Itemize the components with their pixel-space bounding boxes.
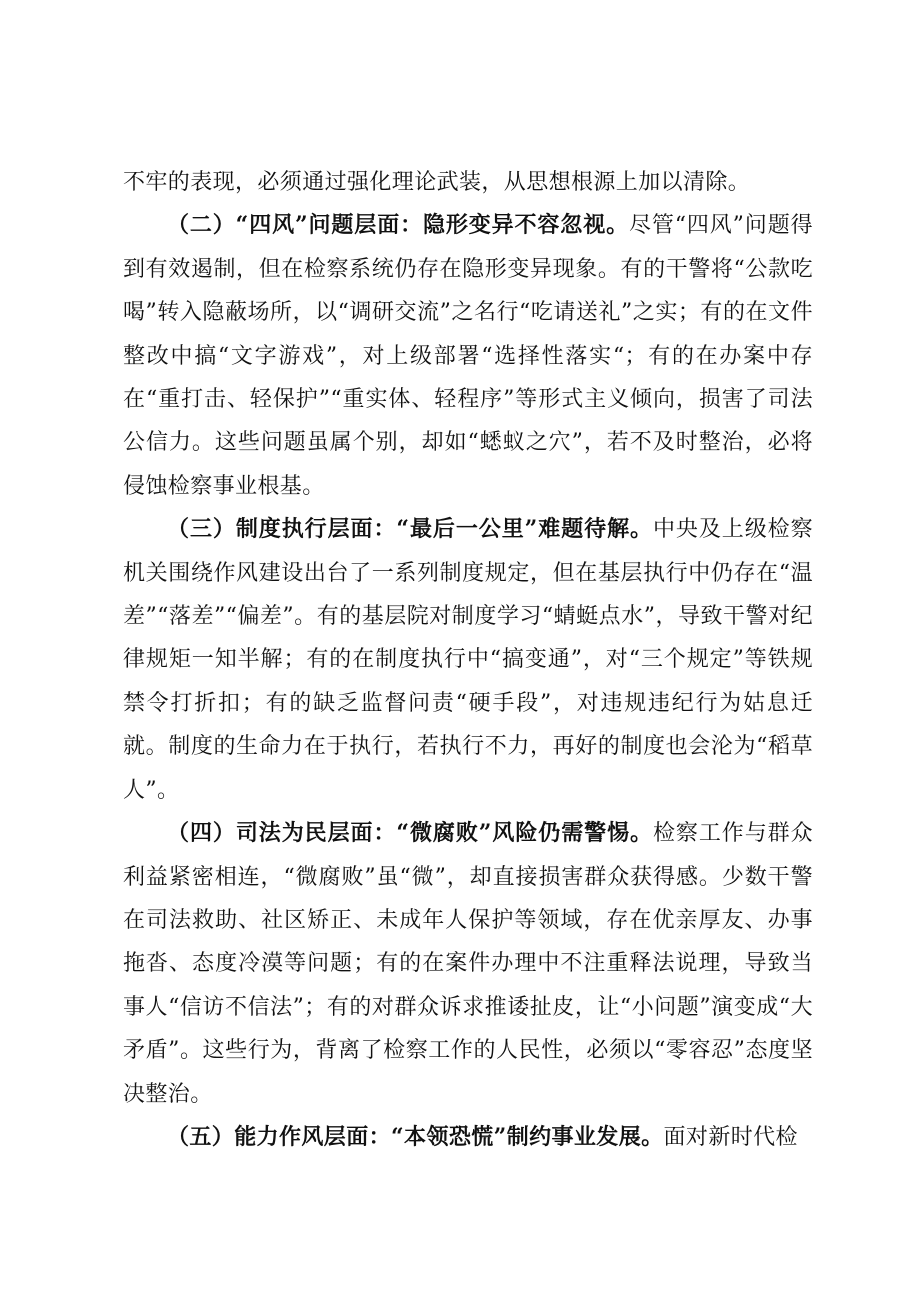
paragraph-system-execution	[123, 508, 813, 812]
section-heading-3: （三）制度执行层面：“最后一公里”难题待解。	[167, 516, 653, 543]
paragraph-text: 面对新时代检	[663, 1124, 798, 1150]
paragraph-four-winds	[123, 204, 813, 508]
paragraph-capability-style	[123, 1116, 813, 1159]
paragraph-text: 尽管“四风”问题得到有效遏制，但在检察系统仍存在隐形变异现象。有的干警将“公款吃喝”转入隐蔽场所，以“调研交流”之名行“吃请送礼”之实；有的在文件整改中搞“文字游戏”，对上级部署“选择性落实“；有的在办案中存在“重打击、轻保护”“重实体、轻程序”等形式主义倾向，损害了司法公信力。这些问题虽属个别，却如“蟋蚁之穴”，若不及时整治，必将侵蚀检察事业根基。	[123, 213, 813, 499]
section-heading-2: （二）“四风”问题层面：隐形变异不容忽视。	[167, 212, 629, 239]
paragraph-justice-for-people	[123, 812, 813, 1116]
paragraph-text: 中央及上级检察机关围绕作风建设出台了一系列制度规定，但在基层执行中仍存在“温差”“落差”“偏差”。有的基层院对制度学习“蜻蜓点水”，导致干警对纪律规矩一知半解；有的在制度执行中“搞变通”，对“三个规定”等铁规禁令打折扣；有的缺乏监督问责“硬手段”，对违规违纪行为姑息迁就。制度的生命力在于执行，若执行不力，再好的制度也会沦为“稻草人”。	[123, 517, 813, 803]
paragraph-text: 检察工作与群众利益紧密相连，“微腐败”虽“微”，却直接损害群众获得感。少数干警在司法救助、社区矫正、未成年人保护等领域，存在优亲厚友、办事拖沓、态度冷漠等问题；有的在案件办理中不注重释法说理，导致当事人“信访不信法”；有的对群众诉求推诿扯皮，让“小问题”演变成“大矛盾”。这些行为，背离了检察工作的人民性，必须以“零容忍”态度坚决整治。	[123, 821, 813, 1107]
section-heading-5: （五）能力作风层面：“本领恐慌”制约事业发展。	[167, 1123, 664, 1150]
paragraph-text: 不牢的表现，必须通过强化理论武装，从思想根源上加以清除。	[123, 170, 751, 195]
document-body	[123, 161, 813, 1159]
paragraph-continuation	[123, 161, 813, 204]
section-heading-4: （四）司法为民层面：“微腐败”风险仍需警惕。	[167, 820, 653, 847]
